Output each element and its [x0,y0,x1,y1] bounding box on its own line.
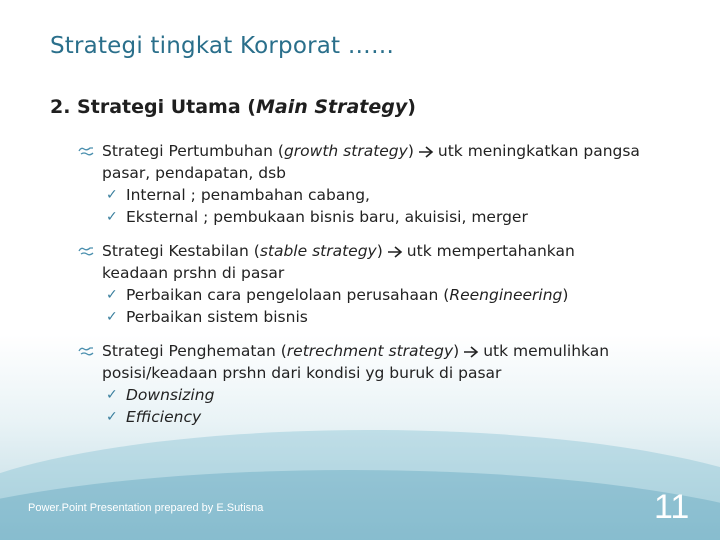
bullet-text-after: utk meningkatkan pangsa [437,142,640,160]
heading-suffix: ) [407,96,416,118]
bullet-text-line2: posisi/keadaan prshn dari kondisi yg buruk di pasar [102,364,502,382]
bullet-item [78,340,698,428]
bullet-text-line2: keadaan prshn di pasar [102,264,285,282]
bullet-item [78,240,698,328]
bullet-text-post: ) [407,142,414,160]
sub-bullet-item [102,206,698,228]
checkmark-icon: ✓ [106,387,118,403]
scroll-bullet-icon [78,346,94,356]
bullet-text-italic: growth strategy [283,142,408,160]
slide-number: 11 [654,488,690,526]
bullet-text-after: utk memulihkan [483,342,610,360]
section-heading [50,96,416,118]
bullet-text-post: ) [453,342,460,360]
sub-bullet-item [102,406,698,428]
sub-bullet-text: Internal ; penambahan cabang, [126,186,370,204]
footer-credit: Power.Point Presentation prepared by E.Sutisna [28,502,264,514]
sub-bullet-item [102,284,698,306]
sub-bullet-text-italic: Downsizing [126,386,215,404]
heading-prefix: 2. Strategi Utama ( [50,96,256,118]
bullet-text-pre: Strategi Penghematan ( [102,342,287,360]
right-arrow-icon [418,146,434,158]
checkmark-icon: ✓ [106,309,118,325]
bullet-list [78,140,698,428]
bullet-text-pre: Strategi Pertumbuhan ( [102,142,284,160]
checkmark-icon: ✓ [106,409,118,425]
checkmark-icon: ✓ [106,287,118,303]
bullet-item [78,140,698,228]
checkmark-icon: ✓ [106,209,118,225]
bullet-text-after: utk mempertahankan [406,242,575,260]
sub-bullet-text-post: ) [562,286,569,304]
sub-bullet-item [102,306,698,328]
bullet-text-italic: retrechment strategy [286,342,454,360]
right-arrow-icon [387,246,403,258]
sub-bullet-item [102,384,698,406]
heading-italic: Main Strategy [255,96,408,118]
bullet-text-line2: pasar, pendapatan, dsb [102,164,287,182]
sub-bullet-text: Eksternal ; pembukaan bisnis baru, akuisisi, merger [126,208,528,226]
sub-bullet-text-italic: Reengineering [449,286,563,304]
scroll-bullet-icon [78,246,94,256]
sub-bullet-text-italic: Efficiency [126,408,202,426]
right-arrow-icon [463,346,479,358]
scroll-bullet-icon [78,146,94,156]
checkmark-icon: ✓ [106,187,118,203]
slide-title: Strategi tingkat Korporat …… [50,33,395,59]
bullet-text-italic: stable strategy [259,242,377,260]
bullet-text-pre: Strategi Kestabilan ( [102,242,260,260]
bullet-text-post: ) [376,242,383,260]
sub-bullet-text: Perbaikan sistem bisnis [126,308,308,326]
sub-bullet-text-pre: Perbaikan cara pengelolaan perusahaan ( [126,286,450,304]
sub-bullet-item [102,184,698,206]
